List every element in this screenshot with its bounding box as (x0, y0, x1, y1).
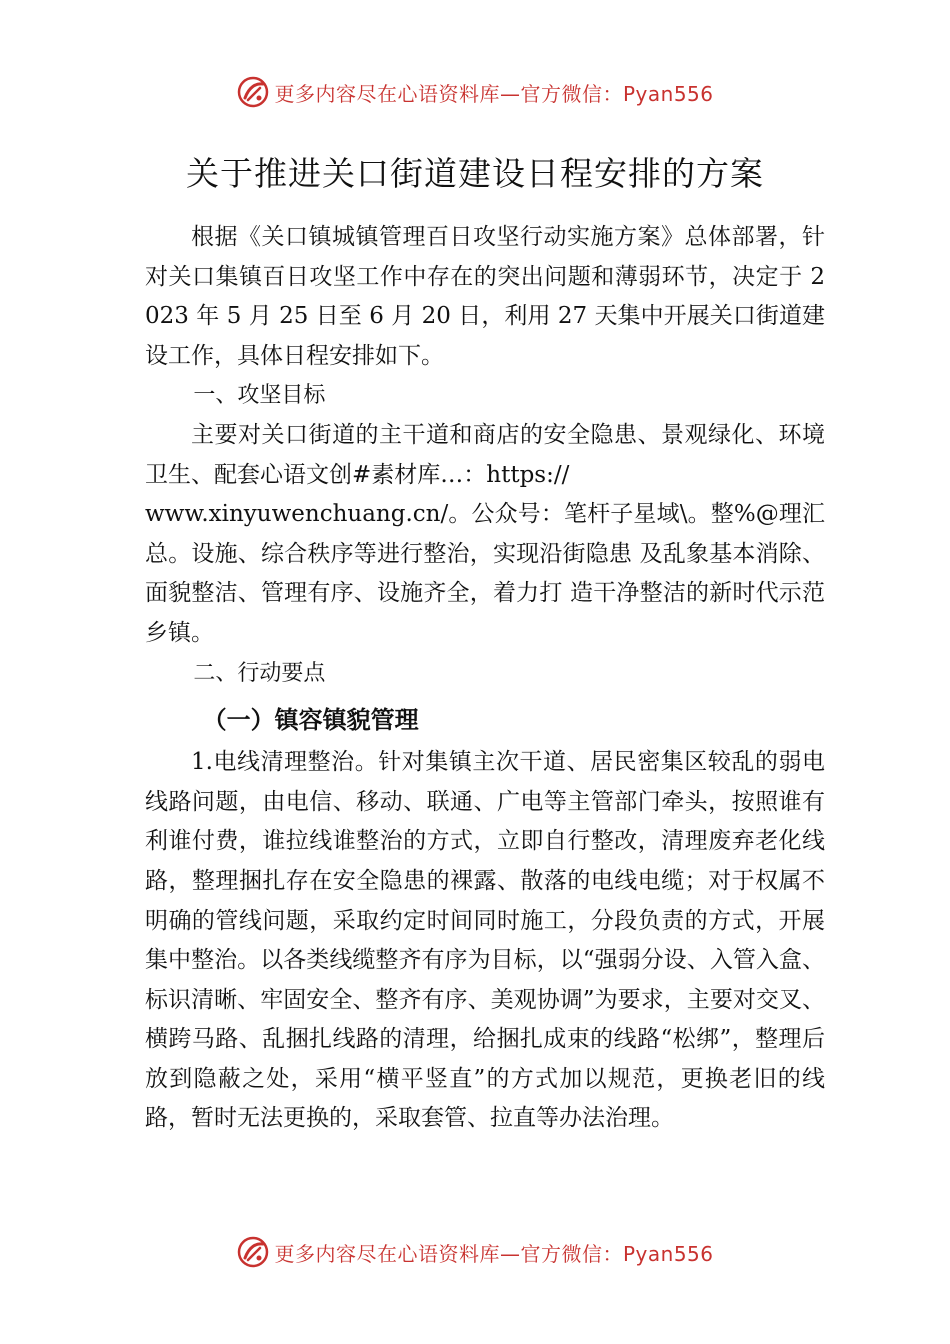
subsection-heading-town: （一）镇容镇貌管理 (202, 706, 419, 735)
watermark-label: 更多内容尽在心语资料库—官方微信： (274, 81, 623, 106)
document-body (145, 218, 825, 1139)
paragraph-goal-b: www.xinyuwenchuang.cn/。公众号：笔杆子星域\。整%@理汇总。设施、综合秩序等进行整治，实现沿街隐患 及乱象基本消除、面貌整洁、管理有序、设施齐全，着力打 造干净整洁的新时代示范乡镇。 (145, 501, 825, 646)
red-calligraphy-seal-icon (236, 75, 270, 109)
section-heading-goal: 一、攻坚目标 (193, 383, 326, 409)
watermark-header (0, 72, 950, 112)
section-heading-actions: 二、行动要点 (193, 660, 326, 686)
watermark-wechat-id: Pyan556 (622, 1241, 714, 1266)
paragraph-wire-cleanup: 1.电线清理整治。针对集镇主次干道、居民密集区较乱的弱电线路问题，由电信、移动、联通、广电等主管部门牵头，按照谁有利谁付费，谁拉线谁整治的方式，立即自行整改，清理废弃老化线路，整理捆扎存在安全隐患的裸露、散落的电线电缆；对于权属不明确的管线问题，采取约定时间同时施工，分段负责的方式，开展集中整治。以各类线缆整齐有序为目标，以“强弱分设、入管入盒、标识清晰、牢固安全、整齐有序、美观协调”为要求，主要对交叉、横跨马路、乱捆扎线路的清理，给捆扎成束的线路“松绑”，整理后放到隐蔽之处，采用“横平竖直”的方式加以规范，更换老旧的线路，暂时无法更换的，采取套管、拉直等办法治理。 (145, 749, 825, 1132)
watermark-text (274, 78, 713, 107)
red-calligraphy-seal-icon (236, 1235, 270, 1269)
paragraph-goal-a: 主要对关口街道的主干道和商店的安全隐患、景观绿化、环境卫生、配套心语文创#素材库…：https:// (145, 421, 825, 488)
document-title: 关于推进关口街道建设日程安排的方案 (186, 154, 764, 194)
watermark-footer (0, 1232, 950, 1272)
watermark-label: 更多内容尽在心语资料库—官方微信： (274, 1241, 623, 1266)
paragraph-intro: 根据《关口镇城镇管理百日攻坚行动实施方案》总体部署，针对关口集镇百日攻坚工作中存在的突出问题和薄弱环节，决定于 2023 年 5 月 25 日至 6 月 20 日，利用 27 天集中开展关口街道建设工作，具体日程安排如下。 (145, 224, 825, 369)
watermark-text (274, 1238, 713, 1267)
watermark-wechat-id: Pyan556 (622, 81, 714, 106)
